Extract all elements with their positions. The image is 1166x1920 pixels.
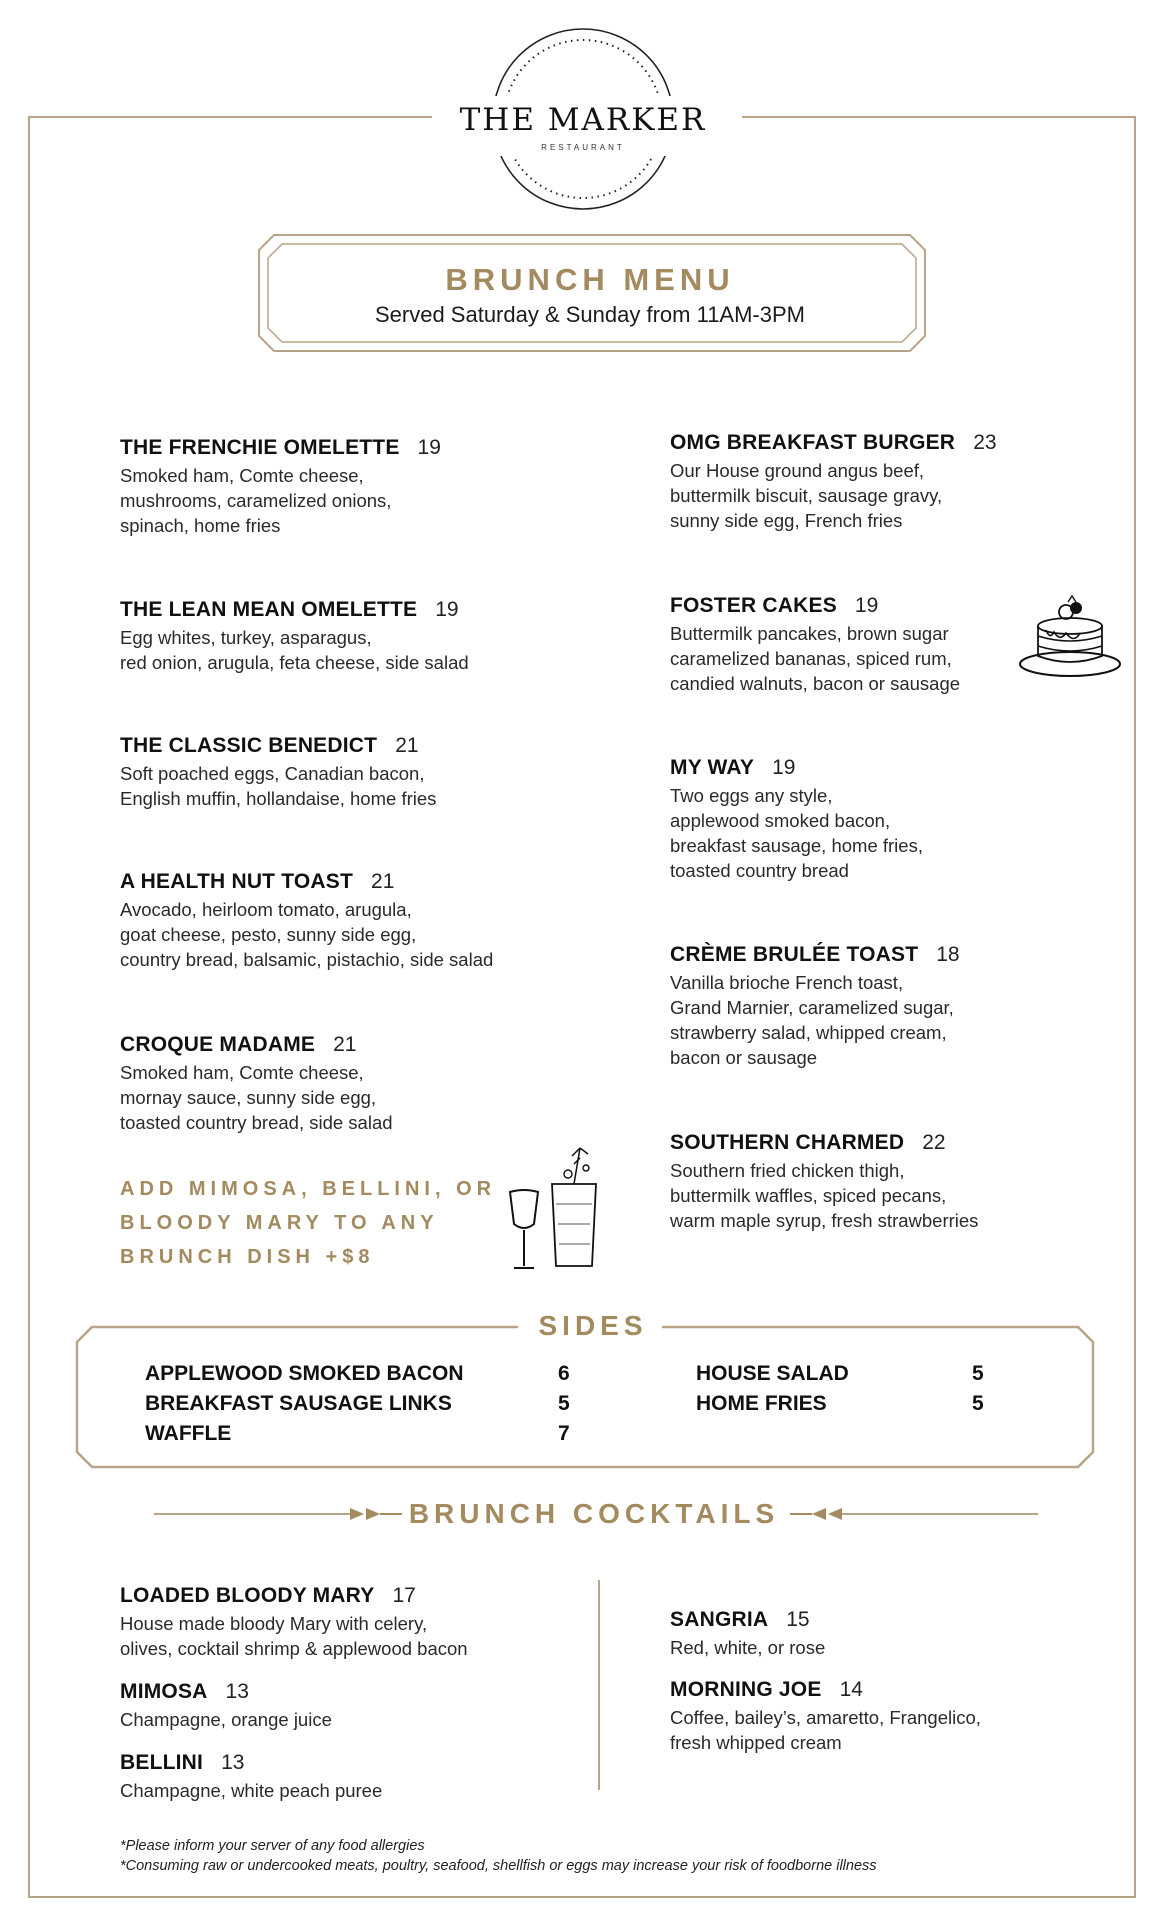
item-price: 19 [435,598,459,621]
cocktail-item [120,1751,382,1803]
item-name: BELLINI [120,1751,204,1774]
menu-title: BRUNCH MENU [445,262,735,297]
item-desc: Smoked ham, Comte cheese, mornay sauce, sunny side egg, toasted country bread, side salad [120,1062,393,1133]
logo-name: THE MARKER [459,102,707,138]
sides-title: SIDES [538,1310,648,1341]
side-item-name: WAFFLE [145,1422,232,1445]
item-name: SOUTHERN CHARMED [670,1131,905,1154]
item-desc: Champagne, white peach puree [120,1780,383,1801]
side-item-name: HOUSE SALAD [696,1362,849,1385]
side-item-name: APPLEWOOD SMOKED BACON [145,1362,464,1385]
item-price: 18 [936,943,960,966]
menu-item [670,943,960,1070]
item-price: 19 [772,756,796,779]
menu-item [120,1033,393,1135]
item-desc: Southern fried chicken thigh, buttermilk waffles, spiced pecans, warm maple syrup, fresh strawberries [670,1160,979,1231]
item-price: 21 [395,734,419,757]
item-price: 21 [333,1033,357,1056]
item-name: THE FRENCHIE OMELETTE [120,436,400,459]
menu-item [670,756,923,883]
side-item-price: 7 [558,1422,570,1445]
item-name: THE LEAN MEAN OMELETTE [120,598,418,621]
item-desc: House made bloody Mary with celery, olives, cocktail shrimp & applewood bacon [120,1613,468,1659]
item-price: 23 [973,431,997,454]
side-item-price: 5 [972,1392,984,1415]
item-price: 19 [417,436,441,459]
side-item-name: BREAKFAST SAUSAGE LINKS [145,1392,452,1415]
restaurant-logo [459,26,707,212]
logo-tagline: RESTAURANT [541,143,625,152]
item-desc: Egg whites, turkey, asparagus, red onion, arugula, feta cheese, side salad [120,627,469,673]
cocktails-title: BRUNCH COCKTAILS [408,1498,780,1529]
item-desc: Coffee, bailey’s, amaretto, Frangelico, fresh whipped cream [670,1707,981,1753]
cocktail-item [670,1608,825,1660]
item-price: 15 [786,1608,810,1631]
item-price: 13 [225,1680,249,1703]
cocktail-item [670,1678,981,1755]
menu-item [670,431,997,533]
item-desc: Champagne, orange juice [120,1709,332,1730]
item-desc: Vanilla brioche French toast, Grand Marnier, caramelized sugar, strawberry salad, whipped cream, bacon or sausage [670,972,954,1068]
side-item-name: HOME FRIES [696,1392,827,1415]
item-name: LOADED BLOODY MARY [120,1584,375,1607]
item-desc: Smoked ham, Comte cheese, mushrooms, caramelized onions, spinach, home fries [120,465,392,536]
menu-item [120,436,441,538]
menu-item [120,598,469,675]
item-desc: Red, white, or rose [670,1637,826,1658]
item-name: MORNING JOE [670,1678,822,1701]
item-name: CRÈME BRULÉE TOAST [670,943,919,966]
item-price: 17 [392,1584,416,1607]
cocktail-item [120,1584,468,1661]
item-desc: Our House ground angus beef, buttermilk biscuit, sausage gravy, sunny side egg, French fries [670,460,943,531]
item-name: OMG BREAKFAST BURGER [670,431,956,454]
food-safety-footnote: *Consuming raw or undercooked meats, poultry, seafood, shellfish or eggs may increase your risk of foodborne illness [120,1858,877,1874]
item-price: 21 [371,870,395,893]
item-desc: Avocado, heirloom tomato, arugula, goat cheese, pesto, sunny side egg, country bread, balsamic, pistachio, side salad [120,899,494,970]
menu-item [120,870,493,972]
cocktail-glasses-icon [504,1144,604,1274]
allergy-footnote: *Please inform your server of any food allergies [120,1838,425,1854]
item-name: CROQUE MADAME [120,1033,316,1056]
logo-seal-icon [459,26,707,212]
item-name: SANGRIA [670,1608,769,1631]
cocktails-column-divider [598,1580,600,1790]
item-desc: Buttermilk pancakes, brown sugar caramelized bananas, spiced rum, candied walnuts, bacon or sausage [670,623,961,694]
item-price: 14 [839,1678,863,1701]
side-item-price: 5 [972,1362,984,1385]
item-price: 19 [854,594,879,617]
item-name: THE CLASSIC BENEDICT [120,734,378,757]
item-price: 13 [221,1751,245,1774]
item-desc: Soft poached eggs, Canadian bacon, English muffin, hollandaise, home fries [120,763,437,809]
item-price: 22 [922,1131,946,1154]
item-name: A HEALTH NUT TOAST [120,870,354,893]
item-name: FOSTER CAKES [670,594,837,617]
side-item-price: 5 [558,1392,570,1415]
pancake-stack-icon [1016,596,1124,680]
menu-subtitle: Served Saturday & Sunday from 11AM-3PM [374,302,805,327]
item-name: MIMOSA [120,1680,208,1703]
side-item-price: 6 [558,1362,570,1385]
menu-item [120,734,436,811]
menu-item [670,1131,978,1233]
item-name: MY WAY [670,756,755,779]
drink-addon-promo: ADD MIMOSA, BELLINI, OR BLOODY MARY TO ANY BRUNCH DISH +$8 [120,1178,497,1268]
item-desc: Two eggs any style, applewood smoked bacon, breakfast sausage, home fries, toasted country bread [670,785,923,881]
menu-item [670,594,960,696]
cocktail-item [120,1680,332,1732]
